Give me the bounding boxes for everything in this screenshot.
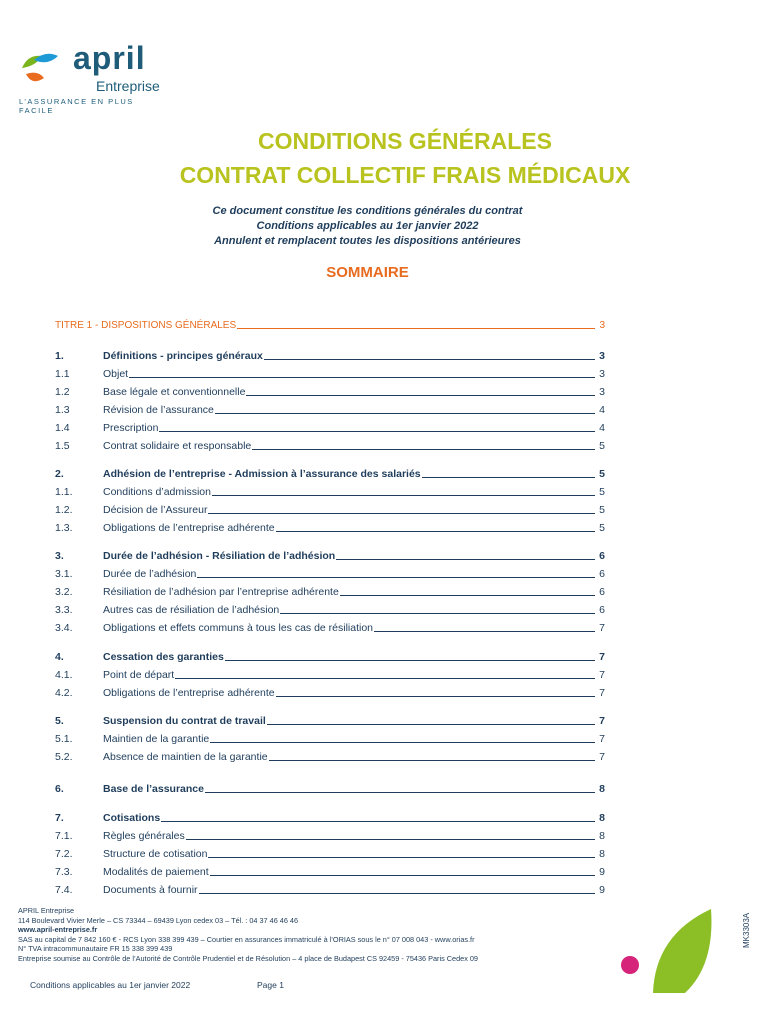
toc-leader-line xyxy=(161,820,595,822)
toc-number: 1.1. xyxy=(55,486,73,498)
toc-page: 7 xyxy=(599,669,605,681)
logo-sub: Entreprise xyxy=(96,78,160,94)
toc-label: Décision de l’Assureur xyxy=(103,504,208,516)
toc-label: Maintien de la garantie xyxy=(103,733,210,745)
toc-label: Cessation des garanties xyxy=(103,651,224,663)
toc-number: 7.3. xyxy=(55,866,73,878)
toc-label: Point de départ xyxy=(103,669,175,681)
toc-page: 7 xyxy=(599,715,605,727)
toc-row[interactable] xyxy=(55,466,605,480)
toc-row[interactable] xyxy=(55,366,605,380)
toc-row[interactable] xyxy=(55,649,605,663)
toc-label: Durée de l’adhésion xyxy=(103,568,197,580)
toc-leader-line xyxy=(280,612,595,614)
toc-row[interactable] xyxy=(55,566,605,580)
toc-page: 7 xyxy=(599,622,605,634)
logo-tagline: L’ASSURANCE EN PLUS FACILE xyxy=(19,97,134,115)
toc-label: Contrat solidaire et responsable xyxy=(103,440,252,452)
toc-leader-line xyxy=(129,376,595,378)
toc-number: 4. xyxy=(55,651,64,663)
toc-number: 4.1. xyxy=(55,669,73,681)
toc-label: Durée de l’adhésion - Résiliation de l’adhésion xyxy=(103,550,336,562)
toc-leader-line xyxy=(210,741,595,743)
footer-acpr: Entreprise soumise au Contrôle de l’Autorité de Contrôle Prudentiel et de Résolution – 4 place de Budapest CS 92459 - 75436 Paris Cedex 09 xyxy=(18,953,478,963)
footer xyxy=(18,906,618,964)
toc-leader-line xyxy=(159,430,595,432)
toc-label: Révision de l’assurance xyxy=(103,404,214,416)
toc-page: 7 xyxy=(599,751,605,763)
toc-label: Objet xyxy=(103,368,129,380)
toc-page: 9 xyxy=(599,884,605,896)
toc-page: 5 xyxy=(599,522,605,534)
toc-label: Obligations et effets communs à tous les cas de résiliation xyxy=(103,622,374,634)
toc-row[interactable] xyxy=(55,810,605,824)
toc-row[interactable] xyxy=(55,864,605,878)
toc-row[interactable] xyxy=(55,502,605,516)
toc-label: Règles générales xyxy=(103,830,185,842)
toc-row[interactable] xyxy=(55,667,605,681)
toc-leader-line xyxy=(267,723,595,725)
toc-row[interactable] xyxy=(55,317,605,331)
toc-label: Définitions - principes généraux xyxy=(103,350,263,362)
toc-page: 4 xyxy=(599,404,605,416)
toc-row[interactable] xyxy=(55,520,605,534)
footer-tva: N° TVA intracommunautaire FR 15 338 399 439 xyxy=(18,944,173,954)
toc-number: 1.2. xyxy=(55,504,73,516)
toc-label: Prescription xyxy=(103,422,159,434)
toc-page: 8 xyxy=(599,783,605,795)
decorative-leaves-icon xyxy=(615,905,715,995)
toc-label: Adhésion de l’entreprise - Admission à l’assurance des salariés xyxy=(103,468,421,480)
toc-row[interactable] xyxy=(55,348,605,362)
toc-leader-line xyxy=(205,791,595,793)
subtitle-line3: Annulent et remplacent toutes les dispositions antérieures xyxy=(214,235,521,247)
toc-row[interactable] xyxy=(55,846,605,860)
toc-page: 5 xyxy=(599,504,605,516)
toc-leader-line xyxy=(186,838,595,840)
toc-number: 5.2. xyxy=(55,751,73,763)
toc-page: 6 xyxy=(599,568,605,580)
toc-leader-line xyxy=(208,856,595,858)
toc-leader-line xyxy=(237,327,595,329)
toc-row[interactable] xyxy=(55,484,605,498)
toc-row[interactable] xyxy=(55,731,605,745)
toc-label: Obligations de l’entreprise adhérente xyxy=(103,687,275,699)
toc-row[interactable] xyxy=(55,781,605,795)
toc-number: 2. xyxy=(55,468,64,480)
toc-row[interactable] xyxy=(55,438,605,452)
toc-number: 1.5 xyxy=(55,440,70,452)
toc-leader-line xyxy=(340,594,595,596)
toc-page: 5 xyxy=(599,468,605,480)
toc-leader-line xyxy=(225,659,595,661)
toc-page: 6 xyxy=(599,586,605,598)
toc-number: 3.1. xyxy=(55,568,73,580)
toc-label: Base légale et conventionnelle xyxy=(103,386,246,398)
april-logo xyxy=(18,40,168,115)
toc-number: 7.1. xyxy=(55,830,73,842)
footer-company: APRIL Entreprise xyxy=(18,906,75,915)
toc-label: Suspension du contrat de travail xyxy=(103,715,266,727)
subtitle-line1: Ce document constitue les conditions générales du contrat xyxy=(212,205,523,217)
toc-label: Cotisations xyxy=(103,812,161,824)
toc-page: 3 xyxy=(599,368,605,380)
toc-label: Base de l’assurance xyxy=(103,783,204,795)
toc-row[interactable] xyxy=(55,685,605,699)
toc-leader-line xyxy=(208,512,595,514)
toc-number: 1.1 xyxy=(55,368,70,380)
toc-label: Autres cas de résiliation de l’adhésion xyxy=(103,604,280,616)
toc-number: 3.4. xyxy=(55,622,73,634)
logo-brand: april xyxy=(73,40,146,76)
doc-title-line1: CONDITIONS GÉNÉRALES xyxy=(258,128,552,154)
toc-page: 8 xyxy=(599,830,605,842)
toc-leader-line xyxy=(210,874,595,876)
toc-page: 6 xyxy=(599,604,605,616)
sommaire-heading: SOMMAIRE xyxy=(326,264,409,281)
toc-number: 1.3 xyxy=(55,404,70,416)
toc-number: 7.2. xyxy=(55,848,73,860)
page-number: Page 1 xyxy=(257,980,284,990)
april-logo-icon xyxy=(18,48,66,88)
toc-page: 4 xyxy=(599,422,605,434)
toc-row[interactable] xyxy=(55,620,605,634)
toc-number: 3. xyxy=(55,550,64,562)
subtitle-line2: Conditions applicables au 1er janvier 2022 xyxy=(256,220,479,232)
toc-leader-line xyxy=(422,476,595,478)
doc-title-line2: CONTRAT COLLECTIF FRAIS MÉDICAUX xyxy=(179,162,631,188)
toc-leader-line xyxy=(246,394,595,396)
toc-label: Obligations de l’entreprise adhérente xyxy=(103,522,275,534)
toc-number: 1.3. xyxy=(55,522,73,534)
toc-leader-line xyxy=(197,576,595,578)
toc-page: 3 xyxy=(599,350,605,362)
toc-page: 3 xyxy=(599,320,605,331)
toc-row[interactable] xyxy=(55,584,605,598)
footer-web[interactable]: www.april-entreprise.fr xyxy=(18,925,98,935)
toc-row[interactable] xyxy=(55,384,605,398)
toc-page: 8 xyxy=(599,812,605,824)
toc-number: 4.2. xyxy=(55,687,73,699)
footer-address: 114 Boulevard Vivier Merle – CS 73344 – 69439 Lyon cedex 03 – Tél. : 04 37 46 46 46 xyxy=(18,915,299,925)
toc-leader-line xyxy=(175,677,595,679)
toc-leader-line xyxy=(276,530,595,532)
toc-label: Conditions d’admission xyxy=(103,486,211,498)
toc-row[interactable] xyxy=(55,402,605,416)
toc-leader-line xyxy=(336,558,595,560)
toc-page: 7 xyxy=(599,733,605,745)
toc-row[interactable] xyxy=(55,882,605,896)
toc-page: 8 xyxy=(599,848,605,860)
toc-label: Résiliation de l’adhésion par l’entreprise adhérente xyxy=(103,586,339,598)
toc-leader-line xyxy=(374,630,595,632)
toc-number: 7. xyxy=(55,812,64,824)
toc-number: 3.2. xyxy=(55,586,73,598)
toc-row[interactable] xyxy=(55,828,605,842)
toc-label: Modalités de paiement xyxy=(103,866,209,878)
toc-row[interactable] xyxy=(55,548,605,562)
doc-reference: MK3303A xyxy=(742,912,751,948)
toc-number: 5. xyxy=(55,715,64,727)
toc-row[interactable] xyxy=(55,602,605,616)
toc-label: TITRE 1 - DISPOSITIONS GÉNÉRALES xyxy=(55,320,237,331)
toc-number: 6. xyxy=(55,783,64,795)
toc-label: Structure de cotisation xyxy=(103,848,208,860)
toc-leader-line xyxy=(276,695,595,697)
footer-capital: SAS au capital de 7 842 160 € - RCS Lyon 338 399 439 – Courtier en assurances immatriculé à l’ORIAS sous le n° 07 008 043 - www.orias.fr xyxy=(18,934,475,944)
toc-leader-line xyxy=(264,358,595,360)
toc-page: 9 xyxy=(599,866,605,878)
toc-leader-line xyxy=(212,494,595,496)
toc-leader-line xyxy=(269,759,595,761)
toc-label: Documents à fournir xyxy=(103,884,198,896)
toc-page: 6 xyxy=(599,550,605,562)
toc-row[interactable] xyxy=(55,749,605,763)
toc-number: 1. xyxy=(55,350,64,362)
toc-page: 5 xyxy=(599,440,605,452)
toc-leader-line xyxy=(252,448,595,450)
toc-row[interactable] xyxy=(55,420,605,434)
toc-number: 1.2 xyxy=(55,386,70,398)
toc-number: 5.1. xyxy=(55,733,73,745)
toc-page: 7 xyxy=(599,687,605,699)
toc-row[interactable] xyxy=(55,713,605,727)
toc-page: 7 xyxy=(599,651,605,663)
toc-label: Absence de maintien de la garantie xyxy=(103,751,268,763)
toc-number: 3.3. xyxy=(55,604,73,616)
toc-number: 1.4 xyxy=(55,422,70,434)
toc-leader-line xyxy=(215,412,595,414)
toc-page: 5 xyxy=(599,486,605,498)
footer-conditions: Conditions applicables au 1er janvier 2022 xyxy=(30,980,191,990)
toc-page: 3 xyxy=(599,386,605,398)
toc-number: 7.4. xyxy=(55,884,73,896)
toc-leader-line xyxy=(199,892,595,894)
